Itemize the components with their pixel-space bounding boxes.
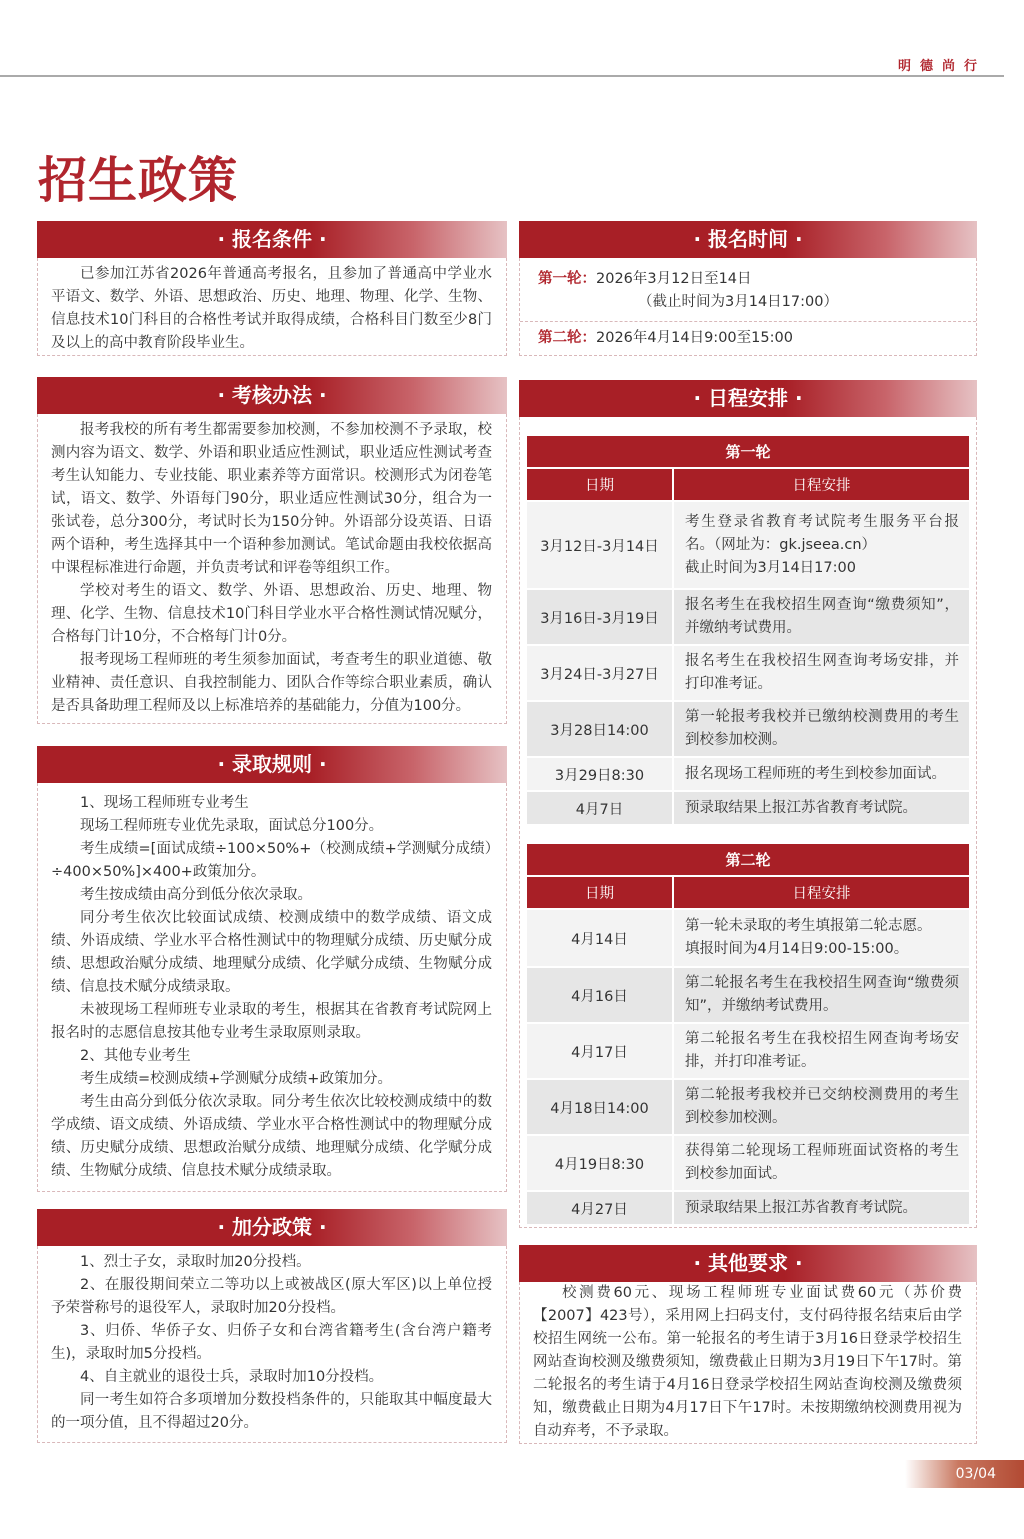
section-heading-reg-time: · 报名时间 · [519,221,977,258]
row-plan [673,1191,970,1225]
table-row [526,1135,970,1191]
page-number: 03/04 [905,1460,1024,1488]
reg-round1-note: （截止时间为3月14日17:00） [638,294,838,310]
paragraph: 1、烈士子女，录取时加20分投档。 [80,1254,311,1270]
paragraph: 校测费60元、现场工程师班专业面试费60元（苏价费【2007】423号），采用网上扫码支付，支付码待报名结束后由学校招生网统一公布。第一轮报名的考生请于3月16日登录学校招生网站查询校测及缴费须知，缴费截止日期为3月19日下午17时。第二轮报名的考生请于4月16日登录学校招生网站查询校测及缴费须知，缴费截止日期为4月17日下午17时。未按期缴纳校测费用视为自动弃考，不予录取。 [533,1285,962,1439]
admission-body [37,783,507,1192]
row-date: 4月27日 [526,1191,673,1225]
table-row [526,909,970,967]
plan-line: 截止时间为3月14日17:00 [685,559,856,576]
col-header-plan: 日程安排 [673,876,970,909]
row-date: 4月14日 [526,909,673,967]
table-row [526,645,970,701]
paragraph: 现场工程师班专业优先录取，面试总分100分。 [80,818,384,834]
table-row [526,1023,970,1079]
plan-line: 第二轮报名考生在我校招生网查询“缴费须知”，并缴纳考试费用。 [685,975,959,1014]
section-heading-bonus: · 加分政策 · [37,1209,507,1246]
reg-round1 [520,258,976,322]
bonus-body [37,1246,507,1443]
row-plan [673,1023,970,1079]
reg-round2-value: 2026年4月14日9:00至15:00 [596,330,793,346]
row-date: 4月17日 [526,1023,673,1079]
row-plan [673,701,970,757]
paragraph: 2、在服役期间荣立二等功以上或被战区(原大军区)以上单位授予荣誉称号的退役军人，录取时加20分投档。 [51,1277,492,1316]
section-heading-schedule: · 日程安排 · [519,380,977,417]
row-date: 3月24日-3月27日 [526,645,673,701]
table-row [526,757,970,791]
round-title: 第二轮 [526,843,970,876]
paragraph: 已参加江苏省2026年普通高考报名，且参加了普通高中学业水平语文、数学、外语、思想政治、历史、地理、物理、化学、生物、信息技术10门科目的合格性考试并取得成绩，合格科目门数至少8门及以上的高中教育阶段毕业生。 [51,266,492,351]
row-plan [673,791,970,825]
plan-line: 预录取结果上报江苏省教育考试院。 [685,1199,917,1216]
paragraph: 同一考生如符合多项增加分数投档条件的，只能取其中幅度最大的一项分值，且不得超过20分。 [51,1392,492,1431]
plan-line: 报名考生在我校招生网查询“缴费须知”，并缴纳考试费用。 [685,597,959,636]
table-row [526,701,970,757]
reg-round1-label: 第一轮： [538,271,596,287]
row-date: 4月18日14:00 [526,1079,673,1135]
table-row [526,967,970,1023]
col-header-date: 日期 [526,468,673,501]
row-plan [673,967,970,1023]
page-title: 招生政策 [38,151,239,209]
paragraph: 学校对考生的语文、数学、外语、思想政治、历史、地理、物理、化学、生物、信息技术10门科目学业水平合格性测试情况赋分，合格每门计10分，不合格每门计0分。 [51,583,492,645]
paragraph: 3、归侨、华侨子女、归侨子女和台湾省籍考生(含台湾户籍考生)，录取时加5分投档。 [51,1323,492,1362]
col-header-date: 日期 [526,876,673,909]
conditions-body [37,258,507,356]
other-body [519,1282,977,1444]
section-heading-conditions: · 报名条件 · [37,221,507,258]
paragraph: 4、自主就业的退役士兵，录取时加10分投档。 [80,1369,384,1385]
row-plan [673,645,970,701]
col-header-plan: 日程安排 [673,468,970,501]
row-plan [673,501,970,589]
row-date: 3月16日-3月19日 [526,589,673,645]
plan-line: 报名考生在我校招生网查询考场安排，并打印准考证。 [685,653,959,692]
paragraph: 考生成绩=校测成绩+学测赋分成绩+政策加分。 [80,1071,392,1087]
round-title: 第一轮 [526,435,970,468]
paragraph: 未被现场工程师班专业录取的考生，根据其在省教育考试院网上报名时的志愿信息按其他专业考生录取原则录取。 [51,1002,492,1041]
row-date: 4月7日 [526,791,673,825]
plan-line: 第一轮未录取的考生填报第二轮志愿。 [685,918,932,934]
row-plan [673,757,970,791]
row-plan [673,909,970,967]
paragraph: 1、现场工程师班专业考生 [80,795,249,811]
row-plan [673,1135,970,1191]
row-plan [673,1079,970,1135]
plan-line: 考生登录省教育考试院考生服务平台报名。（网址为：gk.jseea.cn） [685,513,959,553]
row-plan [673,589,970,645]
reg-time-body [519,258,977,356]
plan-line: 预录取结果上报江苏省教育考试院。 [685,799,917,816]
schedule-table-round1 [525,434,971,826]
row-date: 3月29日8:30 [526,757,673,791]
table-row [526,589,970,645]
plan-line: 报名现场工程师班的考生到校参加面试。 [685,765,946,782]
row-date: 4月16日 [526,967,673,1023]
paragraph: 报考我校的所有考生都需要参加校测，不参加校测不予录取，校测内容为语文、数学、外语和职业适应性测试，职业适应性测试考查考生认知能力、专业技能、职业素养等方面常识。校测形式为闭卷笔试，语文、数学、外语每门90分，职业适应性测试30分，组合为一张试卷，总分300分，考试时长为150分钟。外语部分设英语、日语两个语种，考生选择其中一个语种参加测试。笔试命题由我校依据高中课程标准进行命题，并负责考试和评卷等组织工作。 [51,422,492,576]
paragraph: 2、其他专业考生 [80,1048,191,1064]
reg-round2 [520,322,976,355]
assessment-body [37,414,507,724]
table-row [526,501,970,589]
section-heading-assessment: · 考核办法 · [37,377,507,414]
paragraph: 考生按成绩由高分到低分依次录取。 [80,887,312,903]
plan-line: 获得第二轮现场工程师班面试资格的考生到校参加面试。 [685,1143,959,1182]
row-date: 4月19日8:30 [526,1135,673,1191]
paragraph: 报考现场工程师班的考生须参加面试，考查考生的职业道德、敬业精神、责任意识、自我控制能力、团队合作等综合职业素质，确认是否具备助理工程师及以上标准培养的基础能力，分值为100分。 [51,652,492,714]
plan-line: 第二轮报名考生在我校招生网查询考场安排，并打印准考证。 [685,1031,959,1070]
reg-round2-label: 第二轮： [538,330,596,346]
table-row [526,1191,970,1225]
paragraph: 考生成绩=[面试成绩÷100×50%+（校测成绩+学测赋分成绩）÷400×50%]×400+政策加分。 [51,841,492,880]
schedule-table-round2 [525,842,971,1226]
paragraph: 考生由高分到低分依次录取。同分考生依次比较校测成绩中的数学成绩、语文成绩、外语成绩、学业水平合格性测试中的物理赋分成绩、历史赋分成绩、思想政治赋分成绩、地理赋分成绩、化学赋分成绩、生物赋分成绩、信息技术赋分成绩录取。 [51,1094,492,1179]
paragraph: 同分考生依次比较面试成绩、校测成绩中的数学成绩、语文成绩、外语成绩、学业水平合格性测试中的物理赋分成绩、历史赋分成绩、思想政治赋分成绩、地理赋分成绩、化学赋分成绩、生物赋分成绩、信息技术赋分成绩录取。 [51,910,492,995]
header-motto: 明德尚行 [897,59,986,74]
plan-line: 第二轮报考我校并已交纳校测费用的考生到校参加校测。 [685,1087,959,1126]
reg-round1-value: 2026年3月12日至14日 [596,271,752,287]
header-divider [0,75,1004,77]
plan-line: 第一轮报考我校并已缴纳校测费用的考生到校参加校测。 [685,709,959,748]
table-row [526,791,970,825]
plan-line: 填报时间为4月14日9:00-15:00。 [685,941,909,957]
table-row [526,1079,970,1135]
section-heading-admission: · 录取规则 · [37,746,507,783]
section-heading-other: · 其他要求 · [519,1245,977,1282]
row-date: 3月12日-3月14日 [526,501,673,589]
row-date: 3月28日14:00 [526,701,673,757]
